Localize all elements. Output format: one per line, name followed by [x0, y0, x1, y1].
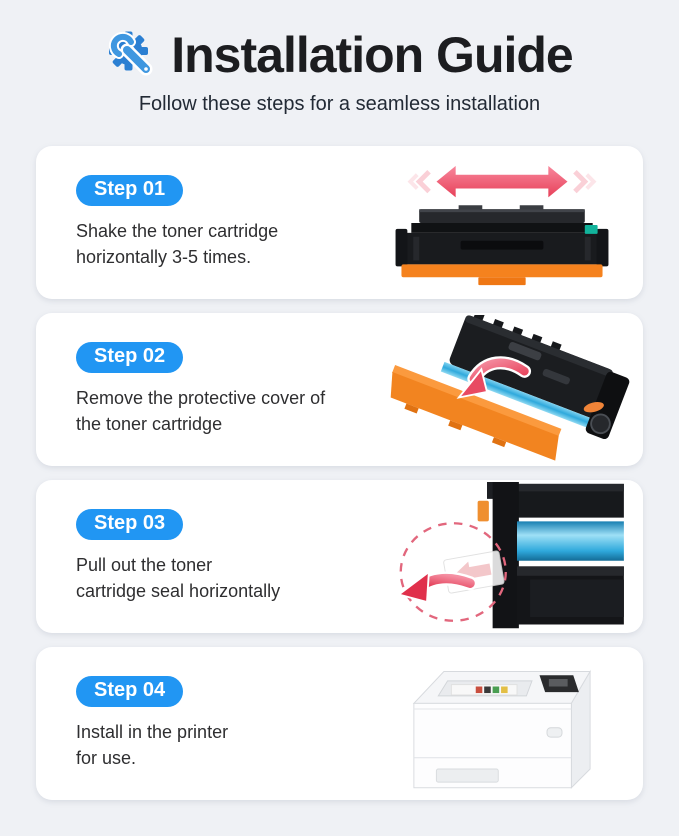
steps-list: [36, 146, 643, 800]
step-2-description: [76, 385, 366, 437]
step-1-description: [76, 218, 366, 270]
step-4-line-2: for use.: [76, 748, 137, 768]
title-row: [0, 26, 679, 84]
header: [0, 0, 679, 116]
step-4-illustration: [366, 649, 643, 799]
step-2-text-block: [36, 342, 366, 437]
step-1-badge: Step 01: [76, 175, 183, 206]
page-title: Installation Guide: [171, 27, 573, 83]
step-3-line-1: Pull out the toner: [76, 554, 213, 575]
step-4-line-1: Install in the printer: [76, 721, 229, 742]
step-3-illustration: [366, 482, 643, 632]
step-card-1: [36, 146, 643, 299]
cartridge-cover-removal-icon: [373, 315, 631, 465]
step-1-illustration: [366, 154, 643, 292]
page-subtitle: Follow these steps for a seamless installation: [138, 93, 541, 115]
step-2-illustration: [366, 315, 643, 465]
step-card-3: [36, 480, 643, 633]
step-4-text-block: [36, 676, 366, 771]
step-3-line-2: cartridge seal horizontally: [76, 581, 281, 601]
step-1-line-1: Shake the toner cartridge: [76, 220, 279, 241]
step-card-4: [36, 647, 643, 800]
gear-wrench-icon: [106, 29, 158, 81]
step-card-2: [36, 313, 643, 466]
step-4-description: [76, 719, 366, 771]
step-2-line-2: the toner cartridge: [76, 414, 223, 434]
toner-cartridge-shake-icon: [373, 154, 631, 292]
step-4-badge: Step 04: [76, 676, 183, 707]
step-1-text-block: [36, 175, 366, 270]
step-2-line-1: Remove the protective cover of: [76, 387, 326, 408]
step-3-text-block: [36, 509, 366, 604]
laser-printer-icon: [382, 649, 622, 799]
step-1-line-2: horizontally 3-5 times.: [76, 247, 252, 267]
step-3-description: [76, 552, 366, 604]
step-3-badge: Step 03: [76, 509, 183, 540]
step-2-badge: Step 02: [76, 342, 183, 373]
cartridge-seal-pull-icon: [373, 482, 631, 632]
